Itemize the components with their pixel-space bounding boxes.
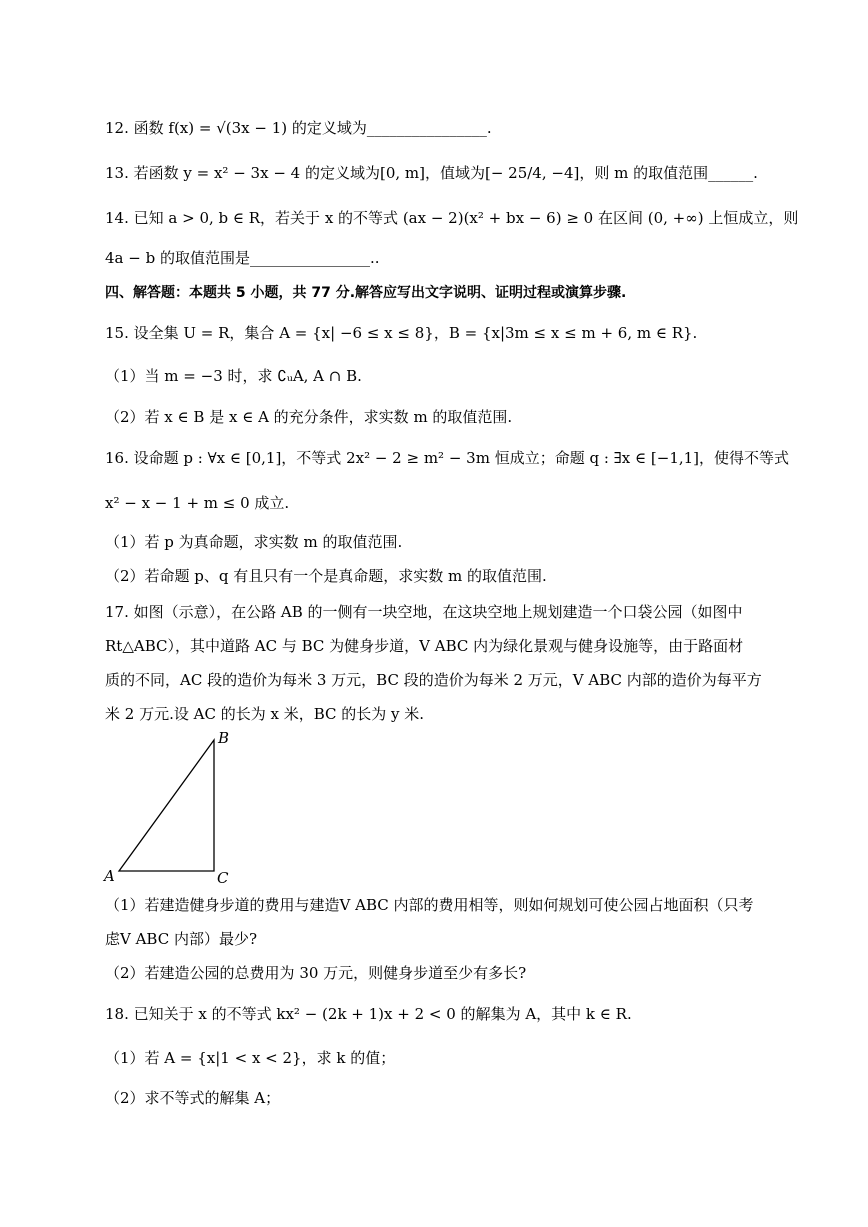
vertex-label-c: C: [217, 869, 229, 887]
question-17-part1-line1: （1）若建造健身步道的费用与建造V ABC 内部的费用相等，则如何规划可使公园占地面积（只考: [105, 896, 754, 914]
section-heading-4: 四、解答题：本题共 5 小题，共 77 分.解答应写出文字说明、证明过程或演算步骤.: [105, 285, 627, 301]
question-17-part2: （2）若建造公园的总费用为 30 万元，则健身步道至少有多长?: [105, 964, 527, 982]
question-16-line1: 16. 设命题 p : ∀x ∈ [0,1]，不等式 2x² − 2 ≥ m² − 3m 恒成立；命题 q : ∃x ∈ [−1,1]，使得不等式: [105, 449, 790, 467]
question-16-part2: （2）若命题 p、q 有且只有一个是真命题，求实数 m 的取值范围.: [105, 567, 547, 585]
question-17-line1: 17. 如图（示意），在公路 AB 的一侧有一块空地，在这块空地上规划建造一个口袋公园（如图中: [105, 603, 743, 621]
question-17-line3: 质的不同，AC 段的造价为每米 3 万元，BC 段的造价为每米 2 万元，V ABC 内部的造价为每平方: [105, 671, 762, 689]
question-13: 13. 若函数 y = x² − 3x − 4 的定义域为[0, m]，值域为[− 25/4, −4]，则 m 的取值范围______.: [105, 164, 758, 182]
question-18-part2: （2）求不等式的解集 A；: [105, 1089, 281, 1107]
question-18: 18. 已知关于 x 的不等式 kx² − (2k + 1)x + 2 < 0 的解集为 A，其中 k ∈ R.: [105, 1005, 632, 1023]
triangle-abc: [119, 740, 214, 871]
vertex-label-a: A: [104, 867, 115, 885]
question-15-part2: （2）若 x ∈ B 是 x ∈ A 的充分条件，求实数 m 的取值范围.: [105, 408, 513, 426]
question-17-part1-line2: 虑V ABC 内部）最少?: [105, 930, 258, 948]
question-16-line2: x² − x − 1 + m ≤ 0 成立.: [105, 494, 290, 512]
question-12: 12. 函数 f(x) = √(3x − 1) 的定义域为________________.: [105, 119, 492, 137]
question-17-line4: 米 2 万元.设 AC 的长为 x 米，BC 的长为 y 米.: [105, 705, 425, 723]
question-17-line2: Rt△ABC），其中道路 AC 与 BC 为健身步道，V ABC 内为绿化景观与健身设施等，由于路面材: [105, 637, 744, 655]
question-14-line1: 14. 已知 a > 0, b ∈ R，若关于 x 的不等式 (ax − 2)(x² + bx − 6) ≥ 0 在区间 (0, +∞) 上恒成立，则: [105, 209, 799, 227]
question-15-part1: （1）当 m = −3 时，求 ∁ᵤA, A ∩ B.: [105, 367, 362, 385]
vertex-label-b: B: [218, 729, 230, 747]
question-18-part1: （1）若 A = {x|1 < x < 2}，求 k 的值；: [105, 1049, 396, 1067]
question-16-part1: （1）若 p 为真命题，求实数 m 的取值范围.: [105, 533, 403, 551]
question-15: 15. 设全集 U = R，集合 A = {x| −6 ≤ x ≤ 8}，B = {x|3m ≤ x ≤ m + 6, m ∈ R}.: [105, 324, 698, 342]
question-14-line2: 4a − b 的取值范围是________________..: [105, 249, 380, 267]
triangle-diagram: [100, 733, 260, 888]
right-triangle-figure: [100, 729, 260, 888]
